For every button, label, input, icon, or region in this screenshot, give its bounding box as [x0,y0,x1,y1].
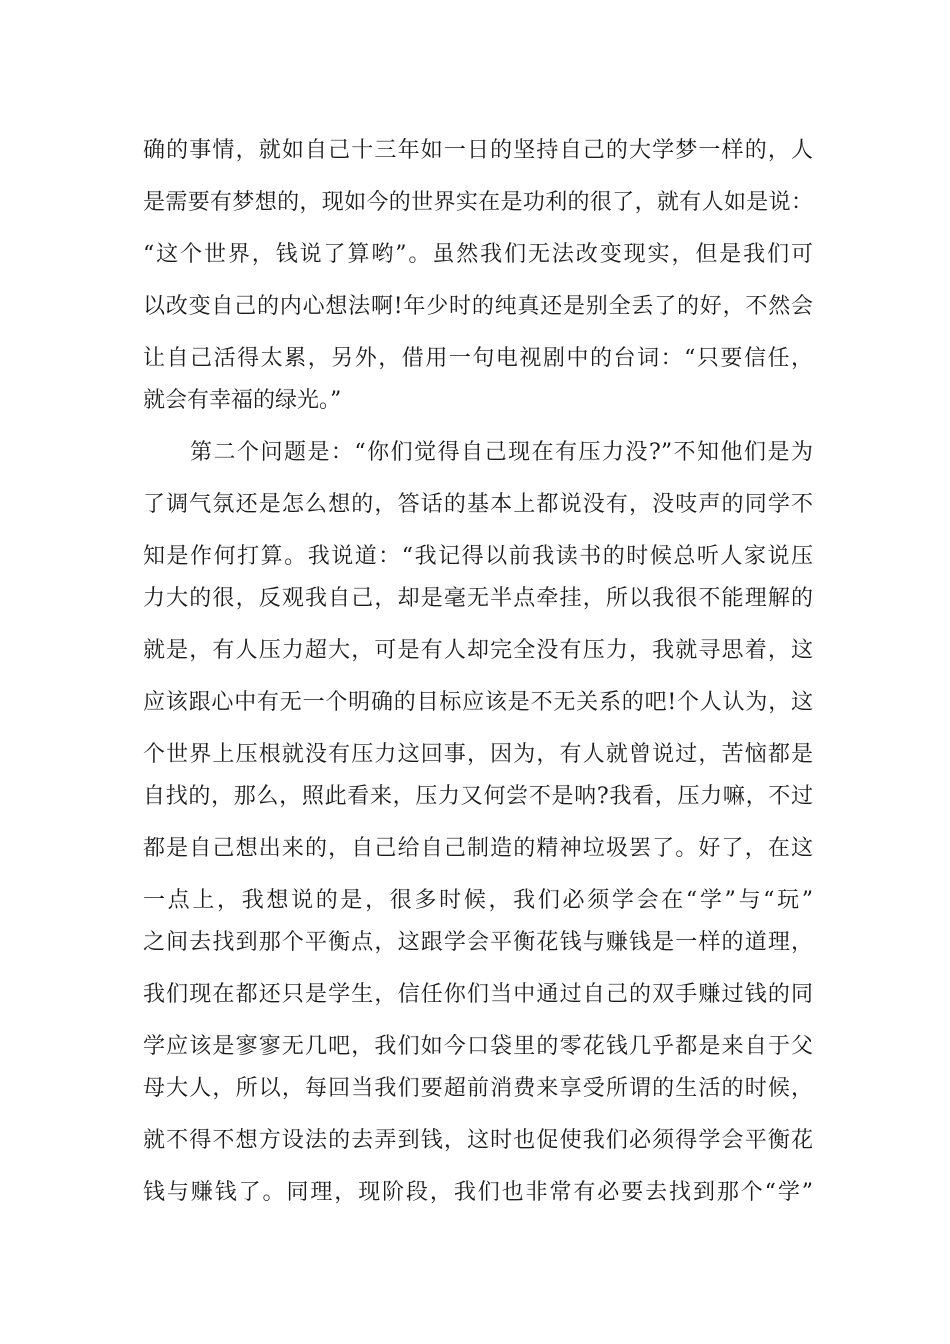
text-line: 了调气氛还是怎么想的，答话的基本上都说没有，没吱声的同学不 [143,492,813,517]
text-line: 力大的很，反观我自己，却是毫无半点牵挂，所以我很不能理解的 [143,586,813,611]
text-line: 应该跟心中有无一个明确的目标应该是不无关系的吧!个人认为，这 [143,690,813,715]
text-line: “这个世界，钱说了算哟”。虽然我们无法改变现实，但是我们可 [143,242,813,267]
text-line: 知是作何打算。我说道：“我记得以前我读书的时候总听人家说压 [143,544,813,569]
text-line: 就是，有人压力超大，可是有人却完全没有压力，我就寻思着，这 [143,638,813,663]
text-line: 自找的，那么，照此看来，压力又何尝不是呐?我看，压力嘛，不过 [143,784,813,809]
text-line: 都是自己想出来的，自己给自己制造的精神垃圾罢了。好了，在这 [143,836,813,861]
text-line: 之间去找到那个平衡点，这跟学会平衡花钱与赚钱是一样的道理， [143,930,813,955]
text-line: 是需要有梦想的，现如今的世界实在是功利的很了，就有人如是说： [143,190,813,215]
text-line: 让自己活得太累，另外，借用一句电视剧中的台词：“只要信任， [143,346,813,371]
paragraph-first-line: 第二个问题是：“你们觉得自己现在有压力没?”不知他们是为 [190,440,813,465]
text-line: 学应该是寥寥无几吧，我们如今口袋里的零花钱几乎都是来自于父 [143,1034,813,1059]
text-line: 个世界上压根就没有压力这回事，因为，有人就曾说过，苦恼都是 [143,742,813,767]
text-line: 就不得不想方设法的去弄到钱，这时也促使我们必须得学会平衡花 [143,1128,813,1153]
text-line: 我们现在都还只是学生，信任你们当中通过自己的双手赚过钱的同 [143,982,813,1007]
text-line: 以改变自己的内心想法啊!年少时的纯真还是别全丢了的好，不然会 [143,294,813,319]
text-line: 确的事情，就如自己十三年如一日的坚持自己的大学梦一样的，人 [143,138,813,163]
text-line: 母大人，所以，每回当我们要超前消费来享受所谓的生活的时候， [143,1076,813,1101]
text-line: 钱与赚钱了。同理，现阶段，我们也非常有必要去找到那个“学” [143,1180,813,1205]
paragraph-end-line: 就会有幸福的绿光。” [143,388,342,413]
text-line: 一点上，我想说的是，很多时候，我们必须学会在“学”与“玩” [143,888,813,913]
